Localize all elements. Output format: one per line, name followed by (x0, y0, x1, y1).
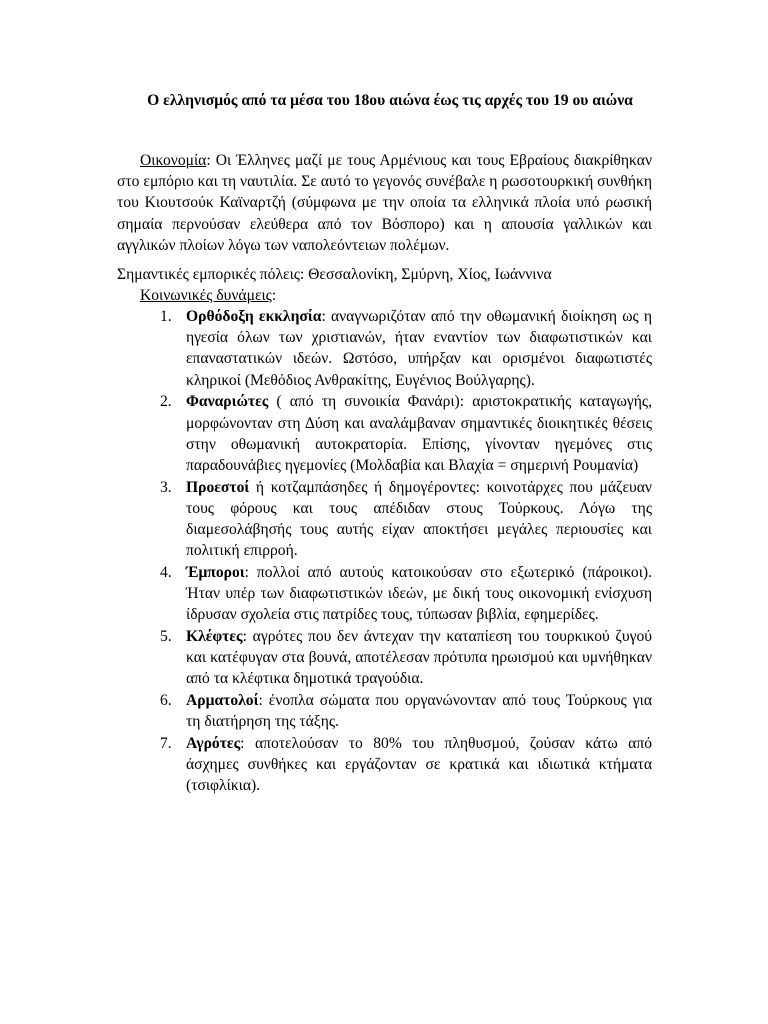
social-forces-list (160, 306, 652, 797)
list-item-term: Κλέφτες (186, 628, 243, 646)
document-title: Ο ελληνισμός από τα μέσα του 18ου αιώνα έως τις αρχές του 19 ου αιώνα (147, 92, 633, 109)
list-item-term: Αρματολοί (186, 692, 259, 710)
list-item-number: 3. (160, 478, 172, 496)
list-item-number: 1. (160, 308, 172, 325)
list-item-text: ( από τη συνοικία Φανάρι): αριστοκρατικής καταγωγής, μορφώνονταν στη Δύση και αναλάμβαναν σημαντικές διοικητικές θέσεις στην οθωμανική αυτοκρατορία. Επίσης, γίνονταν ηγεμόνες στις παραδουνάβιες ηγεμονίες (Μολδαβία και Βλαχία = σημερινή Ρουμανία) (186, 393, 652, 474)
list-item-number: 7. (160, 735, 172, 753)
list-item (160, 626, 652, 690)
list-item-number: 2. (160, 393, 172, 411)
economy-paragraph (117, 150, 652, 256)
list-item (160, 562, 652, 626)
list-item (160, 477, 652, 562)
list-item-number: 5. (160, 628, 172, 646)
list-item-number: 4. (160, 563, 172, 581)
trade-cities-line: Σημαντικές εμπορικές πόλεις: Θεσσαλονίκη, Σμύρνη, Χίος, Ιωάννινα (117, 266, 552, 283)
list-item-text: : αναγνωριζόταν από την οθωμανική διοίκηση ως η ηγεσία όλων των χριστιανών, ήταν εναντίον των διαφωτιστικών και επαναστατικών ιδεών. Ωστόσο, υπήρξαν και ορισμένοι διαφωτιστές κληρικοί (Μεθόδιος Ανθρακίτης, Ευγένιος Βούλγαρης). (186, 308, 652, 389)
economy-heading: Οικονομία (140, 152, 207, 169)
list-item (160, 733, 652, 797)
list-item-term: Έμποροι (186, 563, 245, 581)
list-item-text: : αγρότες που δεν άντεχαν την καταπίεση του τουρκικού ζυγού και κατέφυγαν στα βουνά, αποτέλεσαν πρότυπα ηρωισμού και υμνήθηκαν από τα κλέφτικα δημοτικά τραγούδια. (186, 628, 652, 688)
social-forces-heading: Κοινωνικές δυνάμεις (140, 287, 272, 304)
list-item-term: Προεστοί (186, 478, 250, 496)
list-item (160, 391, 652, 476)
list-item-text: : αποτελούσαν το 80% του πληθυσμού, ζούσαν κάτω από άσχημες συνθήκες και εργάζονταν σε κρατικά και ιδιωτικά κτήματα (τσιφλίκια). (186, 735, 652, 795)
social-forces-heading-suffix: : (271, 287, 277, 304)
list-item-term: Αγρότες (186, 735, 241, 753)
list-item-number: 6. (160, 692, 172, 710)
economy-text: : Οι Έλληνες μαζί με τους Αρμένιους και τους Εβραίους διακρίθηκαν στο εμπόριο και τη ναυτιλία. Σε αυτό το γεγονός συνέβαλε η ρωσοτουρκική συνθήκη του Κιουτσούκ Καϊναρτζή (σύμφωνα με την οποία τα ελληνικά πλοία υπό ρωσική σημαία περνούσαν ελεύθερα από τον Βόσπορο) και η απουσία γαλλικών και αγγλικών πλοίων λόγω των ναπολεόντειων πολέμων. (117, 152, 652, 254)
list-item-term: Ορθόδοξη εκκλησία (186, 308, 322, 325)
list-item-text: : ένοπλα σώματα που οργανώνονταν από τους Τούρκους για τη διατήρηση της τάξης. (186, 692, 652, 731)
list-item-text: ή κοτζαμπάσηδες ή δημογέροντες: κοινοτάρχες που μάζευαν τους φόρους και τους απέδιδαν στους Τούρκους. Λόγω της διαμεσολάβησής τους αυτής είχαν αποκτήσει μεγάλες περιουσίες και πολιτική επιρροή. (186, 478, 652, 560)
list-item (160, 690, 652, 732)
list-item (160, 306, 652, 391)
list-item-text: : πολλοί από αυτούς κατοικούσαν στο εξωτερικό (πάροικοι). Ήταν υπέρ των διαφωτιστικών ιδεών, με δική τους οικονομική ενίσχυση ίδρυσαν σχολεία στις πατρίδες τους, τύπωσαν βιβλία, εφημερίδες. (186, 563, 652, 624)
social-forces-heading-line (140, 285, 276, 306)
list-item-term: Φαναριώτες (186, 393, 269, 411)
